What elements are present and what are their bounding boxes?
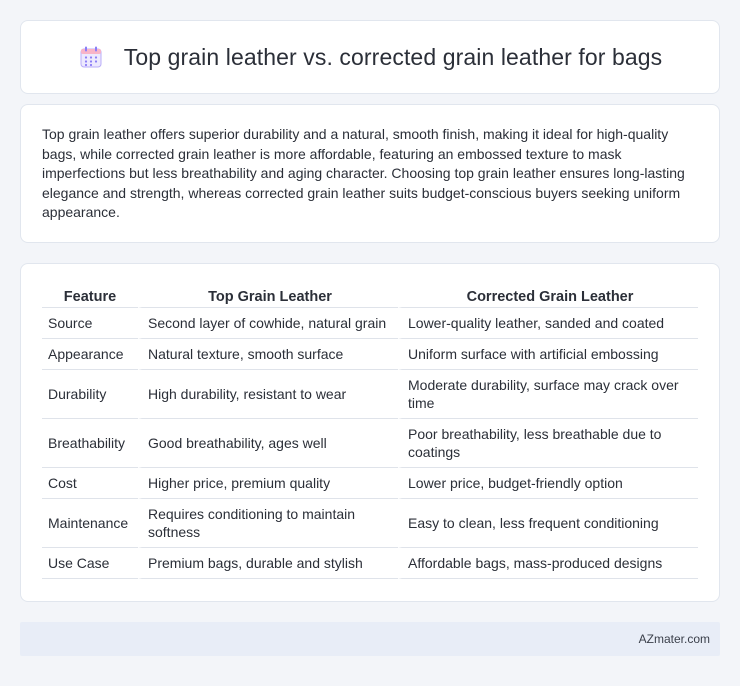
row-corrected-grain: Affordable bags, mass-produced designs <box>398 548 698 579</box>
intro-paragraph: Top grain leather offers superior durability and a natural, smooth finish, making it ideal for high-quality bags, while corrected grain leather is more affordable, featuring an embossed texture to mask imperfections but less breathability and aging character. Choosing top grain leather ensures long-lasting elegance and strength, whereas corrected grain leather suits budget-conscious buyers seeking uniform appearance. <box>42 126 685 221</box>
footer <box>20 622 720 656</box>
row-corrected-grain: Easy to clean, less frequent conditioning <box>398 499 698 548</box>
table-header-row <box>42 284 698 308</box>
row-corrected-grain: Poor breathability, less breathable due to coatings <box>398 419 698 468</box>
table-row <box>42 339 698 370</box>
table-row <box>42 548 698 579</box>
table-row <box>42 468 698 499</box>
header-feature: Feature <box>42 284 138 308</box>
row-top-grain: Requires conditioning to maintain softness <box>138 499 398 548</box>
row-feature: Breathability <box>42 419 138 468</box>
row-feature: Durability <box>42 370 138 419</box>
comparison-table <box>42 284 698 579</box>
row-top-grain: Natural texture, smooth surface <box>138 339 398 370</box>
table-row <box>42 419 698 468</box>
row-corrected-grain: Uniform surface with artificial embossing <box>398 339 698 370</box>
title-wrap <box>78 44 663 71</box>
title-card <box>20 20 720 94</box>
row-corrected-grain: Moderate durability, surface may crack over time <box>398 370 698 419</box>
page-title: Top grain leather vs. corrected grain leather for bags <box>123 43 663 70</box>
header-corrected-grain: Corrected Grain Leather <box>398 284 698 308</box>
row-feature: Maintenance <box>42 499 138 548</box>
header-top-grain: Top Grain Leather <box>138 284 398 308</box>
comparison-table-card <box>20 263 720 602</box>
row-top-grain: High durability, resistant to wear <box>138 370 398 419</box>
intro-card <box>20 104 720 243</box>
row-corrected-grain: Lower price, budget-friendly option <box>398 468 698 499</box>
table-row <box>42 370 698 419</box>
row-feature: Cost <box>42 468 138 499</box>
row-feature: Use Case <box>42 548 138 579</box>
row-top-grain: Higher price, premium quality <box>138 468 398 499</box>
row-feature: Appearance <box>42 339 138 370</box>
table-row <box>42 308 698 339</box>
row-top-grain: Premium bags, durable and stylish <box>138 548 398 579</box>
footer-site-name: AZmater.com <box>638 632 710 646</box>
row-top-grain: Second layer of cowhide, natural grain <box>138 308 398 339</box>
table-row <box>42 499 698 548</box>
row-corrected-grain: Lower-quality leather, sanded and coated <box>398 308 698 339</box>
row-feature: Source <box>42 308 138 339</box>
calendar-icon <box>78 44 104 70</box>
row-top-grain: Good breathability, ages well <box>138 419 398 468</box>
